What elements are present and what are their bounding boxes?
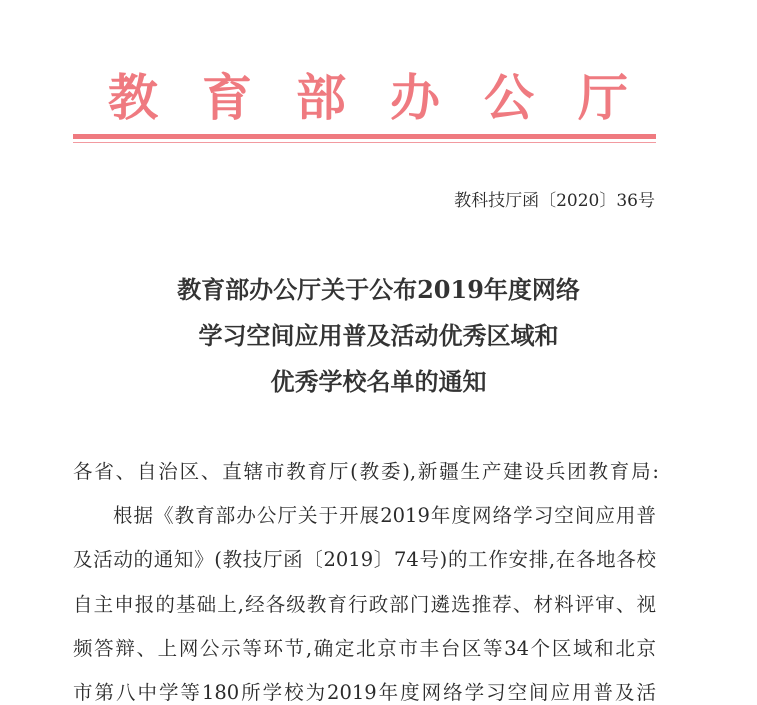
title-line: 教育部办公厅关于公布2019年度网络	[177, 275, 580, 304]
header-char: 办	[390, 68, 440, 127]
body-line: 频答辩、上网公示等环节,确定北京市丰台区等34个区域和北京	[73, 637, 656, 660]
body-line: 市第八中学等180所学校为2019年度网络学习空间应用普及活	[73, 681, 656, 704]
document-number: 教科技厅函〔2020〕36号	[454, 191, 655, 211]
salutation: 各省、自治区、直辖市教育厅(教委),新疆生产建设兵团教育局:	[73, 460, 659, 483]
red-divider-thin	[73, 142, 656, 143]
title-line: 学习空间应用普及活动优秀区域和	[198, 321, 559, 350]
body-line: 根据《教育部办公厅关于开展2019年度网络学习空间应用普	[113, 504, 656, 527]
header-char: 厅	[578, 68, 628, 127]
header-char: 育	[202, 68, 252, 127]
body-line: 及活动的通知》(教技厅函〔2019〕74号)的工作安排,在各地各校	[73, 548, 656, 571]
title-line: 优秀学校名单的通知	[270, 367, 487, 396]
header-char: 教	[108, 68, 158, 127]
red-divider-thick	[73, 134, 656, 139]
header-char: 部	[296, 68, 346, 127]
issuing-office-header	[108, 58, 628, 130]
header-char: 公	[484, 68, 534, 127]
body-line: 自主申报的基础上,经各级教育行政部门遴选推荐、材料评审、视	[73, 593, 656, 616]
